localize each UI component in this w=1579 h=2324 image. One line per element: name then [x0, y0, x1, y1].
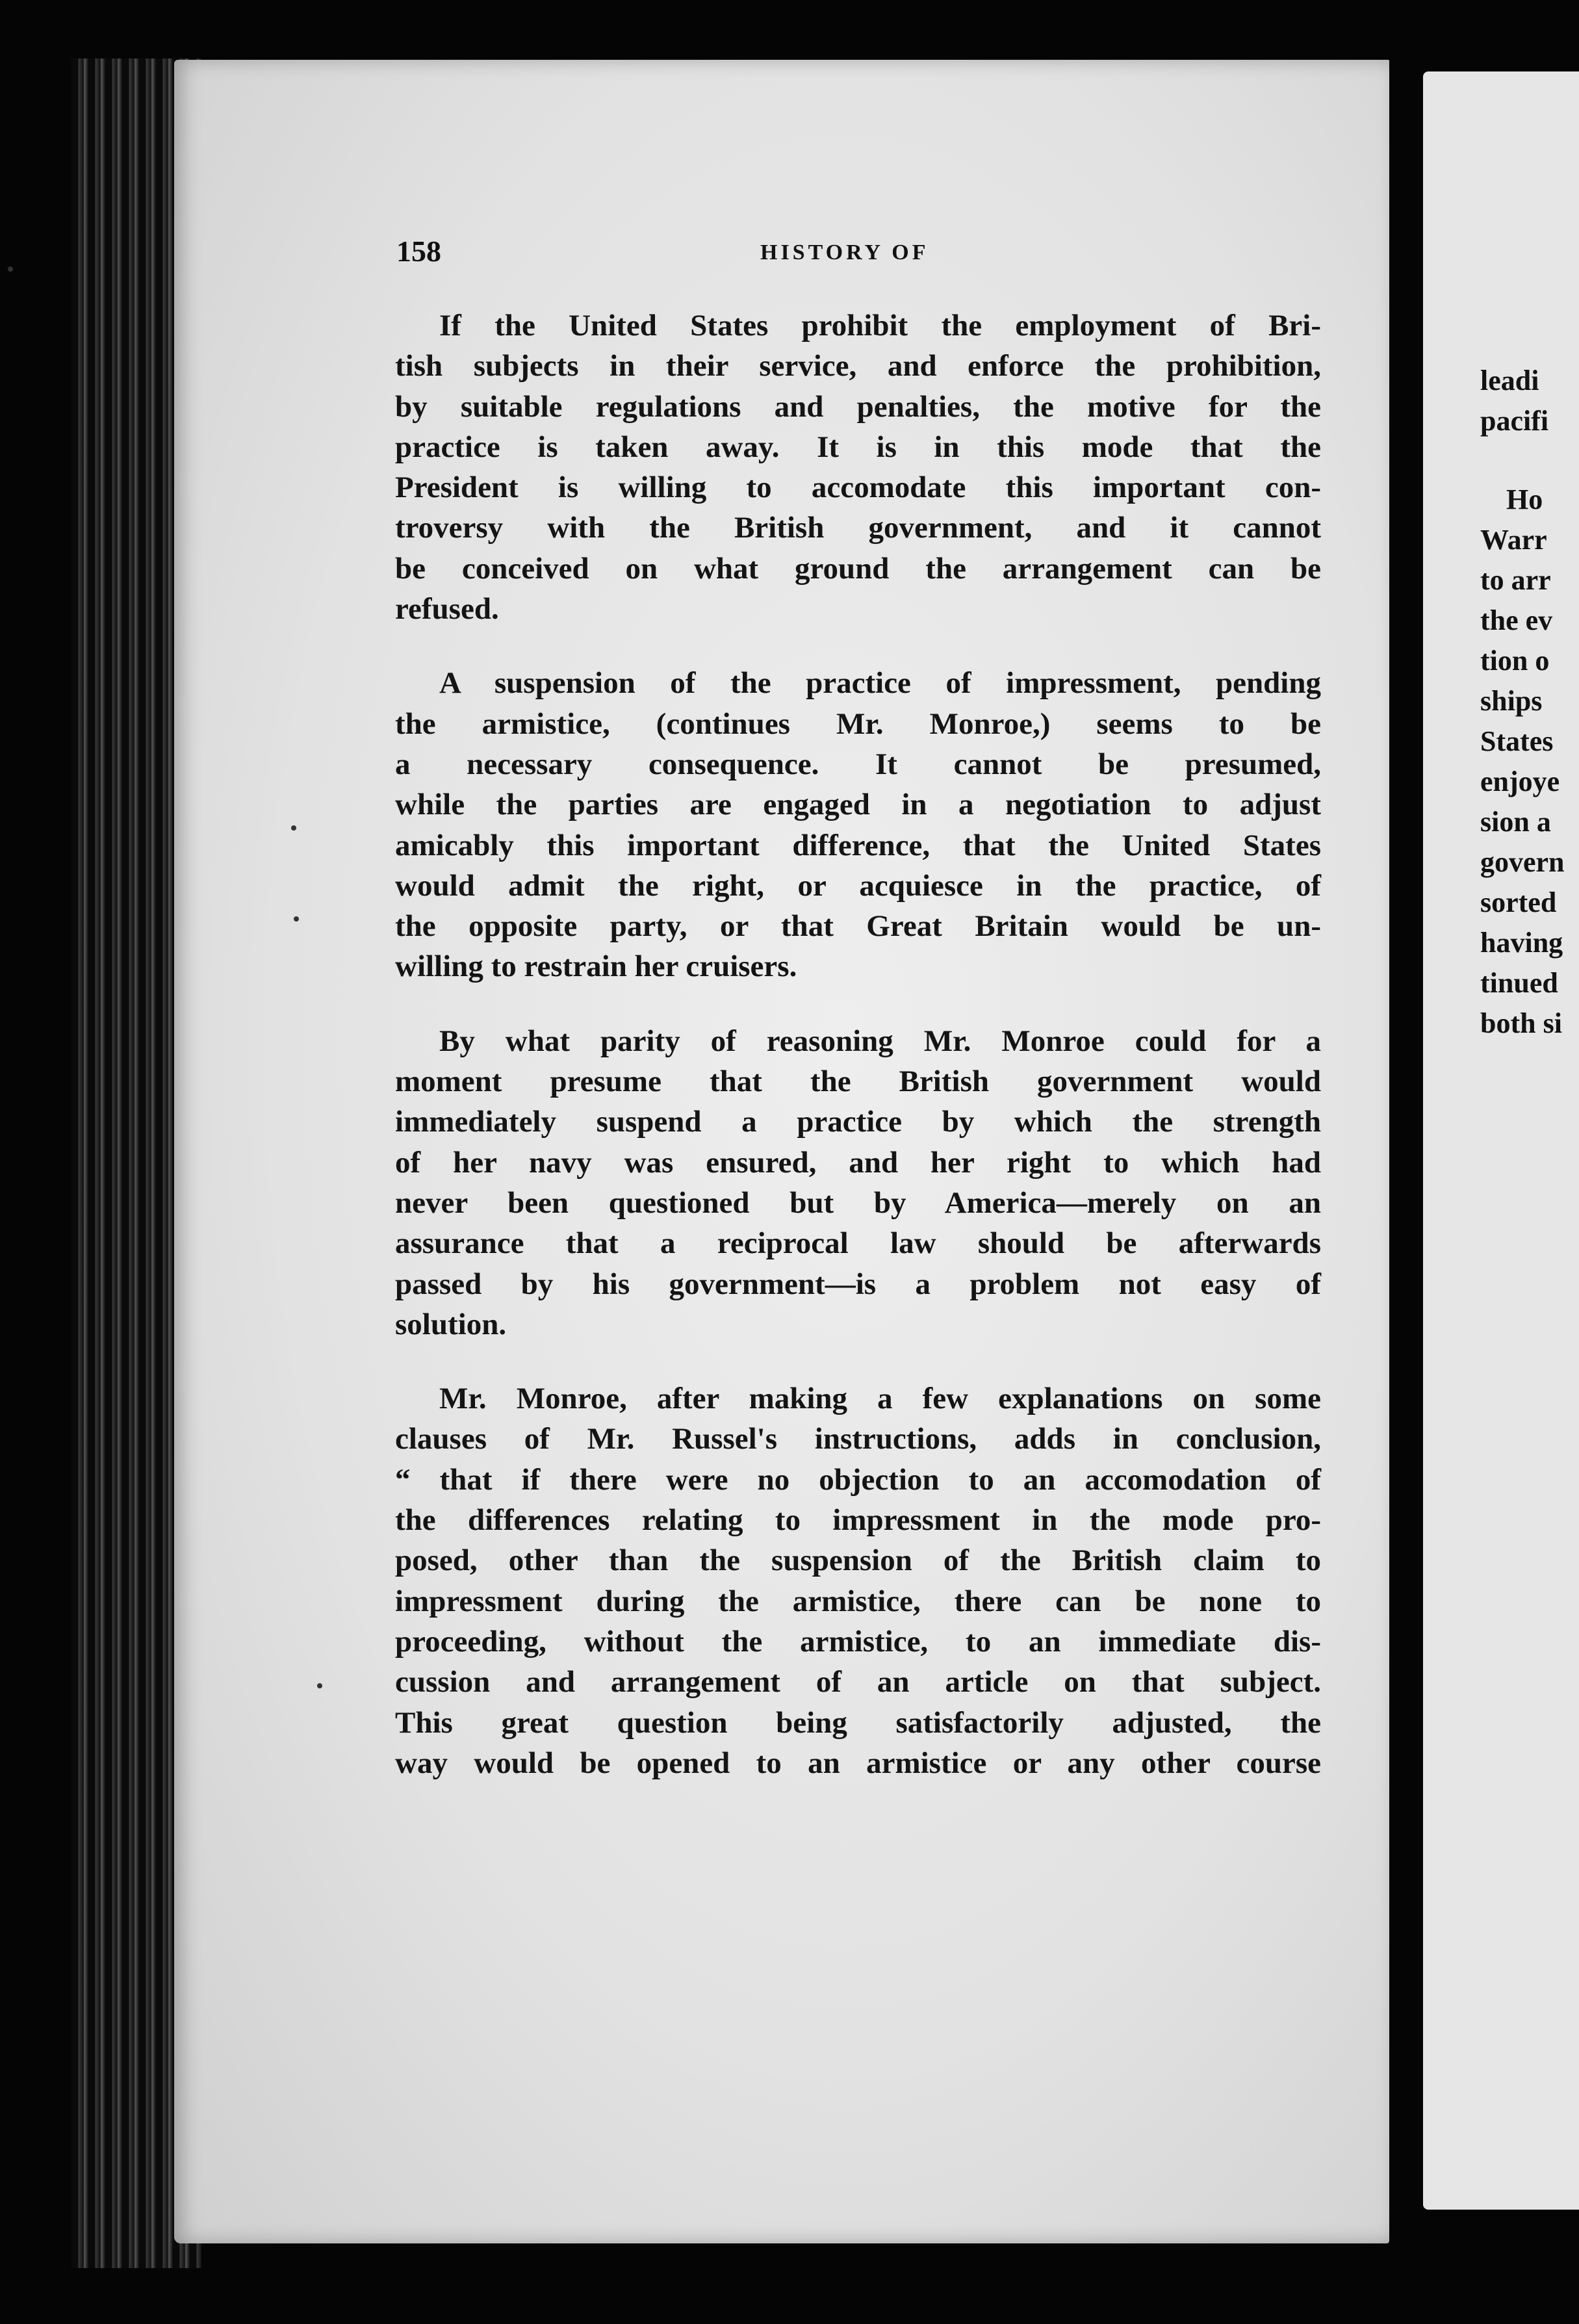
paragraph — [395, 305, 1321, 629]
fragment-line: ships — [1480, 685, 1543, 717]
text-line: cussion and arrangement of an article on that subject. — [395, 1665, 1321, 1699]
paragraph — [395, 1021, 1321, 1345]
fragment-line: tinued — [1480, 967, 1558, 999]
facing-page-fragment — [1480, 361, 1548, 441]
text-line: moment presume that the British government would — [395, 1065, 1321, 1099]
text-line: the differences relating to impressment in the mode pro- — [395, 1503, 1321, 1538]
fragment-line: both si — [1480, 1007, 1562, 1039]
ink-speck — [291, 825, 296, 831]
fragment-line: govern — [1480, 846, 1565, 878]
fragment-line: leadi — [1480, 365, 1539, 396]
fragment-line: tion o — [1480, 645, 1550, 677]
body-text — [395, 305, 1321, 1817]
text-line: posed, other than the suspension of the British claim to — [395, 1543, 1321, 1578]
text-line: immediately suspend a practice by which the strength — [395, 1105, 1321, 1139]
fragment-line: enjoye — [1480, 766, 1560, 797]
ink-speck — [317, 1683, 322, 1688]
fragment-line: Ho — [1506, 484, 1543, 515]
text-line: a necessary consequence. It cannot be presumed, — [395, 747, 1321, 781]
text-line: By what parity of reasoning Mr. Monroe could for a — [439, 1024, 1321, 1058]
ink-speck — [8, 266, 13, 272]
text-line: troversy with the British government, and it cannot — [395, 511, 1321, 545]
text-line: would admit the right, or acquiesce in the practice, of — [395, 868, 1321, 903]
text-line: amicably this important difference, that the United States — [395, 828, 1321, 862]
text-line: willing to restrain her cruisers. — [395, 949, 797, 984]
text-line: impressment during the armistice, there can be none to — [395, 1584, 1321, 1618]
text-line: “ that if there were no objection to an accomodation of — [395, 1462, 1321, 1497]
text-line: passed by his government—is a problem not easy of — [395, 1267, 1321, 1301]
text-line: way would be opened to an armistice or any other course — [395, 1746, 1321, 1780]
running-head: HISTORY OF — [760, 240, 929, 265]
facing-page-fragment — [1480, 480, 1565, 1044]
fragment-line: Warr — [1480, 524, 1547, 556]
text-line: the armistice, (continues Mr. Monroe,) seems to be — [395, 706, 1321, 741]
text-line: This great question being satisfactorily adjusted, the — [395, 1705, 1321, 1740]
fragment-line: to arr — [1480, 564, 1551, 596]
text-line: assurance that a reciprocal law should be afterwards — [395, 1226, 1321, 1261]
text-line: of her navy was ensured, and her right to which had — [395, 1145, 1321, 1180]
fragment-line: States — [1480, 725, 1554, 757]
text-line: be conceived on what ground the arrangement can be — [395, 551, 1321, 586]
fragment-line: the ev — [1480, 604, 1553, 636]
text-line: practice is taken away. It is in this mode that the — [395, 430, 1321, 464]
paragraph — [395, 663, 1321, 987]
text-line: tish subjects in their service, and enforce the prohibition, — [395, 349, 1321, 383]
fragment-line: having — [1480, 927, 1563, 959]
text-line: A suspension of the practice of impressment, pending — [439, 666, 1321, 701]
fragment-line: sion a — [1480, 806, 1551, 838]
fragment-line: sorted — [1480, 886, 1557, 918]
text-line: while the parties are engaged in a negotiation to adjust — [395, 788, 1321, 822]
text-line: Mr. Monroe, after making a few explanations on some — [439, 1382, 1321, 1416]
text-line: clauses of Mr. Russel's instructions, adds in conclusion, — [395, 1422, 1321, 1456]
text-line: by suitable regulations and penalties, the motive for the — [395, 389, 1321, 424]
text-line: President is willing to accomodate this important con- — [395, 471, 1321, 505]
ink-speck — [294, 916, 299, 922]
text-line: the opposite party, or that Great Britain would be un- — [395, 909, 1321, 944]
text-line: refused. — [395, 592, 499, 626]
text-line: solution. — [395, 1307, 507, 1341]
page-header — [396, 234, 1306, 279]
paragraph — [395, 1378, 1321, 1783]
text-line: proceeding, without the armistice, to an immediate dis- — [395, 1624, 1321, 1659]
page-number: 158 — [396, 235, 441, 268]
text-line: If the United States prohibit the employment of Bri- — [439, 309, 1321, 342]
fragment-line: pacifi — [1480, 405, 1549, 437]
text-line: never been questioned but by America—merely on an — [395, 1185, 1321, 1220]
